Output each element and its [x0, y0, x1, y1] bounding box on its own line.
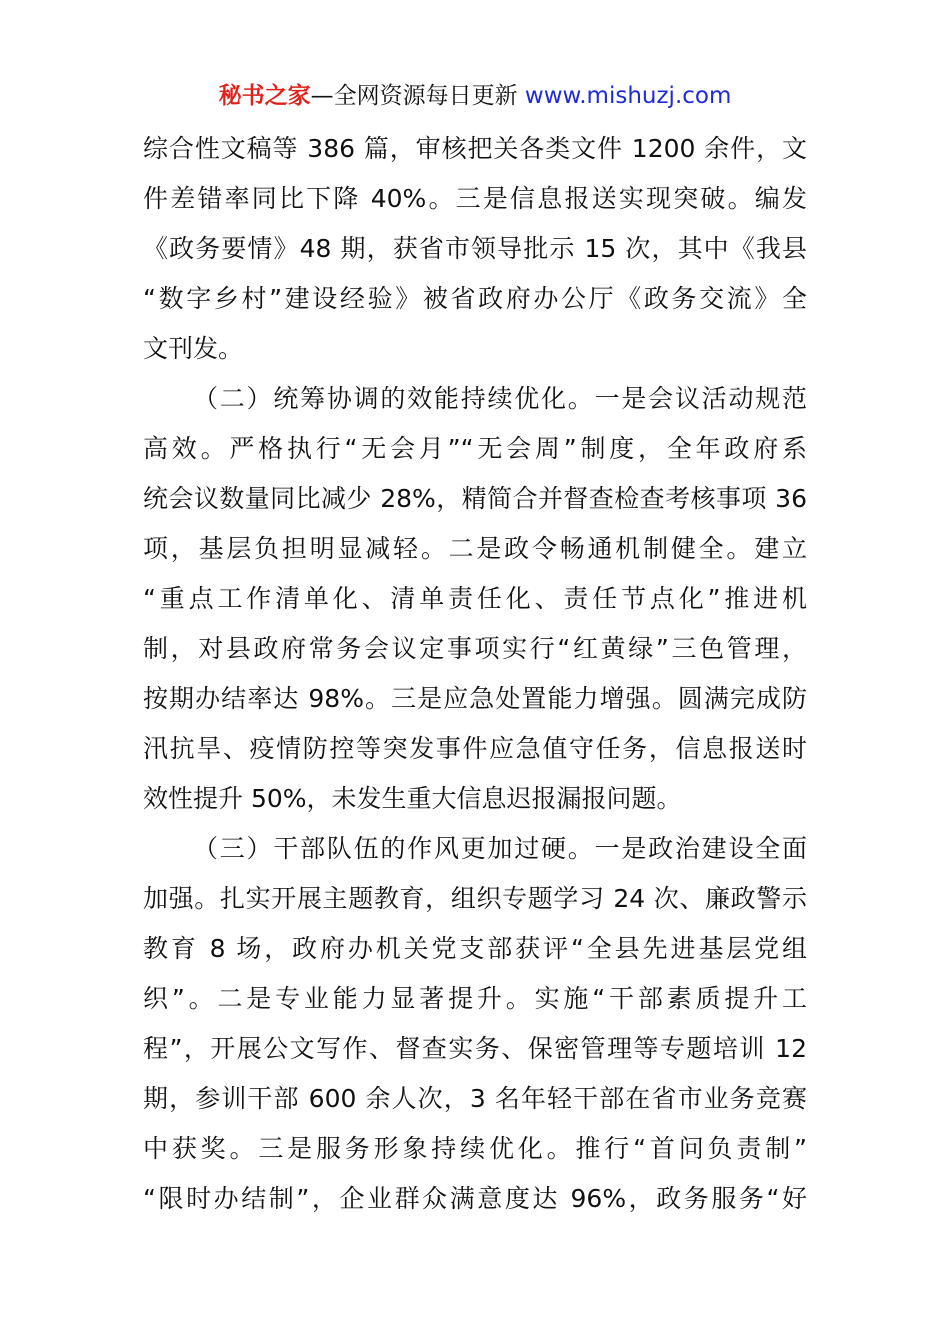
header-tagline: —全网资源每日更新: [310, 83, 518, 109]
text-line: 制，对县政府常务会议定事项实行“红黄绿”三色管理，: [143, 634, 807, 663]
text-line: “限时办结制”，企业群众满意度达 96%，政务服务“好: [143, 1184, 807, 1213]
site-url-link[interactable]: www.mishuzj.com: [524, 83, 732, 109]
text-line: 综合性文稿等 386 篇，审核把关各类文件 1200 余件，文: [143, 134, 807, 163]
text-line: 《政务要情》48 期，获省市领导批示 15 次，其中《我县: [143, 234, 807, 263]
text-line: 程”，开展公文写作、督查实务、保密管理等专题培训 12: [143, 1034, 807, 1063]
text-line: “数字乡村”建设经验》被省政府办公厅《政务交流》全: [143, 284, 807, 313]
text-line: 织”。二是专业能力显著提升。实施“干部素质提升工: [143, 984, 807, 1013]
text-line: 加强。扎实开展主题教育，组织专题学习 24 次、廉政警示: [143, 884, 807, 913]
text-line: 按期办结率达 98%。三是应急处置能力增强。圆满完成防: [143, 684, 807, 713]
brand-name: 秘书之家: [218, 83, 311, 109]
text-line: 文刊发。: [143, 334, 244, 363]
text-line: 中获奖。三是服务形象持续优化。推行“首问负责制”: [143, 1134, 807, 1163]
text-line: 期，参训干部 600 余人次，3 名年轻干部在省市业务竞赛: [143, 1084, 807, 1113]
text-line: 汛抗旱、疫情防控等突发事件应急值守任务，信息报送时: [143, 734, 807, 763]
section-heading-line: （三）干部队伍的作风更加过硬。一是政治建设全面: [193, 834, 807, 863]
text-line: 件差错率同比下降 40%。三是信息报送实现突破。编发: [143, 184, 807, 213]
text-line: 统会议数量同比减少 28%，精简合并督查检查考核事项 36: [143, 484, 807, 513]
text-line: 教育 8 场，政府办机关党支部获评“全县先进基层党组: [143, 934, 807, 963]
site-header: [0, 78, 950, 114]
text-line: 项，基层负担明显减轻。二是政令畅通机制健全。建立: [143, 534, 807, 563]
text-line: “重点工作清单化、清单责任化、责任节点化”推进机: [143, 584, 807, 613]
text-line: 高效。严格执行“无会月”“无会周”制度，全年政府系: [143, 434, 807, 463]
text-line: 效性提升 50%，未发生重大信息迟报漏报问题。: [143, 784, 682, 813]
document-body: [143, 124, 807, 1224]
section-heading-line: （二）统筹协调的效能持续优化。一是会议活动规范: [193, 384, 807, 413]
